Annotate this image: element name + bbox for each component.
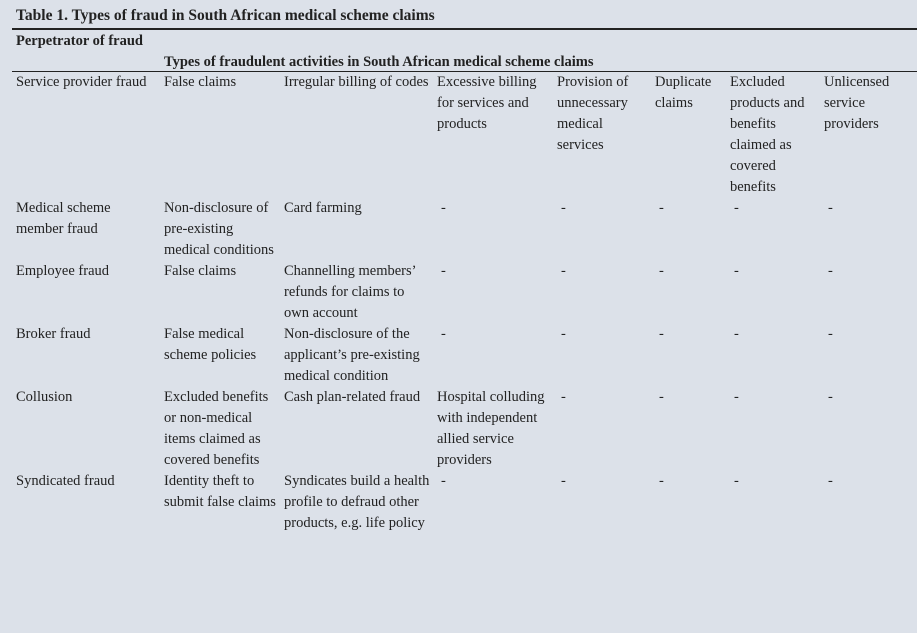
activity-cell: Identity theft to submit false claims bbox=[164, 473, 276, 510]
activity-cell: Channelling members’ refunds for claims to own account bbox=[284, 263, 416, 321]
activity-cell: - bbox=[441, 326, 446, 342]
activity-cell: - bbox=[734, 326, 739, 342]
perpetrator-cell: Syndicated fraud bbox=[16, 473, 115, 489]
activity-cell: - bbox=[828, 389, 833, 405]
activity-cell: - bbox=[441, 200, 446, 216]
perpetrator-cell: Collusion bbox=[16, 389, 73, 405]
activity-cell: - bbox=[734, 263, 739, 279]
activity-cell: - bbox=[659, 326, 664, 342]
perpetrator-cell: Medical scheme member fraud bbox=[16, 200, 111, 237]
table-title: Table 1. Types of fraud in South African medical scheme claims bbox=[16, 7, 435, 24]
activity-cell: Provision of unnecessary medical services bbox=[557, 74, 629, 153]
perpetrator-cell: Broker fraud bbox=[16, 326, 91, 342]
activity-cell: Excessive billing for services and products bbox=[437, 74, 537, 132]
activity-cell: - bbox=[441, 263, 446, 279]
activity-cell: - bbox=[659, 263, 664, 279]
table-row bbox=[16, 72, 917, 198]
activity-cell: - bbox=[828, 326, 833, 342]
activity-cell: - bbox=[561, 326, 566, 342]
table-row bbox=[16, 198, 917, 261]
activity-cell: - bbox=[734, 473, 739, 489]
activity-cell: Unlicensed service providers bbox=[824, 74, 890, 132]
activity-cell: - bbox=[734, 200, 739, 216]
activity-cell: Hospital colluding with independent allied service providers bbox=[437, 389, 545, 468]
header-types: Types of fraudulent activities in South African medical scheme claims bbox=[164, 54, 594, 70]
activity-cell: - bbox=[659, 389, 664, 405]
activity-cell: - bbox=[561, 200, 566, 216]
activity-cell: Duplicate claims bbox=[655, 74, 712, 111]
activity-cell: False claims bbox=[164, 74, 237, 90]
table-row bbox=[16, 261, 917, 324]
perpetrator-cell: Service provider fraud bbox=[16, 74, 147, 90]
activity-cell: - bbox=[659, 200, 664, 216]
activity-cell: - bbox=[561, 389, 566, 405]
table-row bbox=[16, 471, 917, 534]
table-row bbox=[16, 324, 917, 387]
activity-cell: Syndicates build a health profile to defraud other products, e.g. life policy bbox=[284, 473, 430, 531]
activity-cell: - bbox=[659, 473, 664, 489]
activity-cell: Non-disclosure of the applicant’s pre-existing medical condition bbox=[284, 326, 420, 384]
activity-cell: - bbox=[441, 473, 446, 489]
title-rule bbox=[12, 28, 917, 30]
activity-cell: False claims bbox=[164, 263, 237, 279]
activity-cell: - bbox=[828, 473, 833, 489]
activity-cell: False medical scheme policies bbox=[164, 326, 257, 363]
activity-cell: Excluded products and benefits claimed as covered benefits bbox=[730, 74, 805, 195]
activity-cell: Card farming bbox=[284, 200, 362, 216]
activity-cell: Cash plan-related fraud bbox=[284, 389, 421, 405]
activity-cell: - bbox=[828, 263, 833, 279]
activity-cell: - bbox=[561, 473, 566, 489]
activity-cell: Irregular billing of codes bbox=[284, 74, 429, 90]
activity-cell: - bbox=[828, 200, 833, 216]
table-row bbox=[16, 387, 917, 471]
header-perpetrator: Perpetrator of fraud bbox=[16, 33, 143, 49]
activity-cell: - bbox=[734, 389, 739, 405]
perpetrator-cell: Employee fraud bbox=[16, 263, 110, 279]
fraud-table bbox=[16, 72, 917, 534]
activity-cell: Excluded benefits or non-medical items claimed as covered benefits bbox=[164, 389, 269, 468]
activity-cell: Non-disclosure of pre-existing medical conditions bbox=[164, 200, 274, 258]
activity-cell: - bbox=[561, 263, 566, 279]
